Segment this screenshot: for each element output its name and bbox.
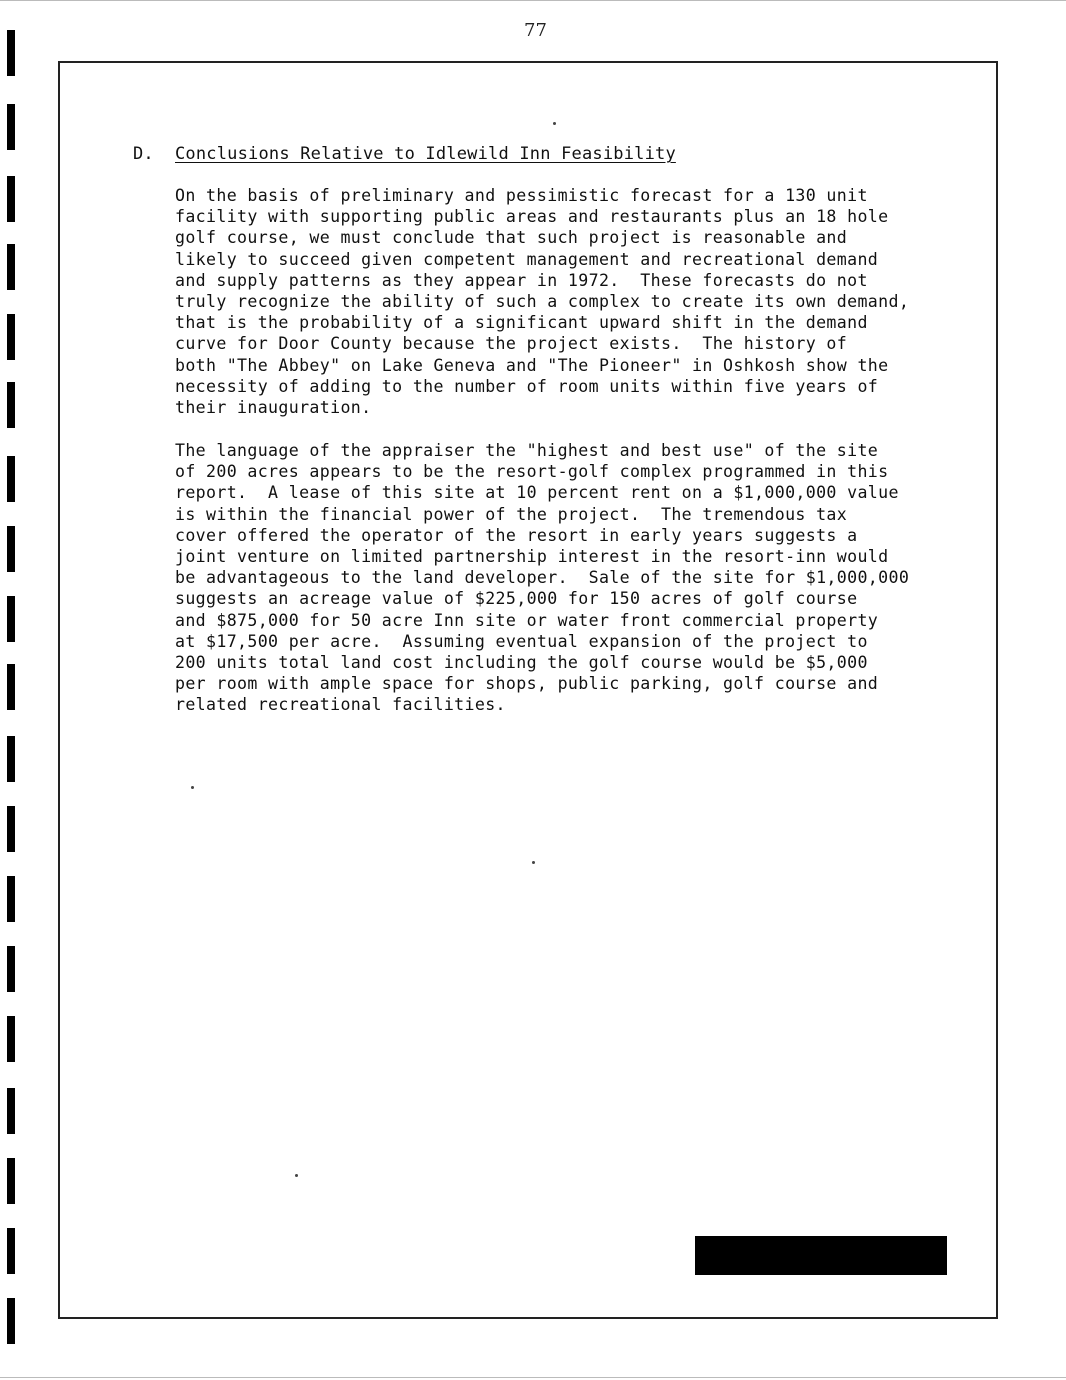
binder-mark [7,526,15,572]
binder-mark [7,382,15,428]
text-line: at $17,500 per acre. Assuming eventual expansion of the project to [175,631,868,651]
redaction-block [695,1236,947,1275]
binder-mark [7,176,15,222]
text-line: cover offered the operator of the resort in early years suggests a [175,525,858,545]
scan-bottom-edge [0,1377,1066,1378]
scan-speck [553,122,556,125]
binder-mark [7,1088,15,1134]
text-line: and $875,000 for 50 acre Inn site or water front commercial property [175,610,879,630]
section-title: Conclusions Relative to Idlewild Inn Feasibility [175,144,676,164]
text-line: and supply patterns as they appear in 1972. These forecasts do not [175,270,868,290]
binder-mark [7,876,15,922]
binder-mark [7,946,15,992]
text-line: 200 units total land cost including the golf course would be $5,000 [175,653,868,673]
text-line: likely to succeed given competent management and recreational demand [175,249,879,269]
text-line: is within the financial power of the project. The tremendous tax [175,504,848,524]
text-line: The language of the appraiser the "highest and best use" of the site [175,441,879,460]
scan-top-edge [0,0,1066,1]
text-line: golf course, we must conclude that such project is reasonable and [175,228,848,248]
binder-mark [7,244,15,290]
binder-mark [7,596,15,642]
text-line: joint venture on limited partnership interest in the resort-inn would [175,547,889,567]
section-heading [133,144,676,164]
text-line: both "The Abbey" on Lake Geneva and "The Pioneer" in Oshkosh show the [175,355,889,375]
text-line: report. A lease of this site at 10 percent rent on a $1,000,000 value [175,483,899,503]
binder-mark [7,806,15,852]
binder-mark [7,104,15,150]
text-line: related recreational facilities. [175,695,506,715]
binder-mark [7,1158,15,1204]
text-line: be advantageous to the land developer. Sale of the site for $1,000,000 [175,568,910,588]
text-line: necessity of adding to the number of room units within five years of [175,376,879,396]
binder-mark [7,664,15,710]
text-line: suggests an acreage value of $225,000 for 150 acres of golf course [175,589,858,609]
binder-mark [7,1016,15,1062]
text-line: that is the probability of a significant upward shift in the demand [175,313,868,333]
text-line: per room with ample space for shops, public parking, golf course and [175,674,879,694]
page-number: 77 [524,20,547,41]
section-letter: D. [133,144,154,164]
binder-mark [7,1298,15,1344]
text-line: facility with supporting public areas and restaurants plus an 18 hole [175,207,889,227]
binder-mark [7,1228,15,1274]
paragraph [175,440,909,716]
scan-speck [295,1174,298,1177]
text-line: curve for Door County because the project exists. The history of [175,334,848,354]
text-line: truly recognize the ability of such a complex to create its own demand, [175,292,910,312]
binder-mark [7,314,15,360]
binder-marks [7,0,17,1380]
text-line: On the basis of preliminary and pessimistic forecast for a 130 unit [175,186,868,205]
scan-speck [532,861,535,864]
scan-speck [191,786,194,789]
binder-mark [7,30,15,76]
binder-mark [7,736,15,782]
text-line: of 200 acres appears to be the resort-golf complex programmed in this [175,462,889,482]
paragraph [175,185,909,418]
text-line: their inauguration. [175,398,372,418]
binder-mark [7,456,15,502]
